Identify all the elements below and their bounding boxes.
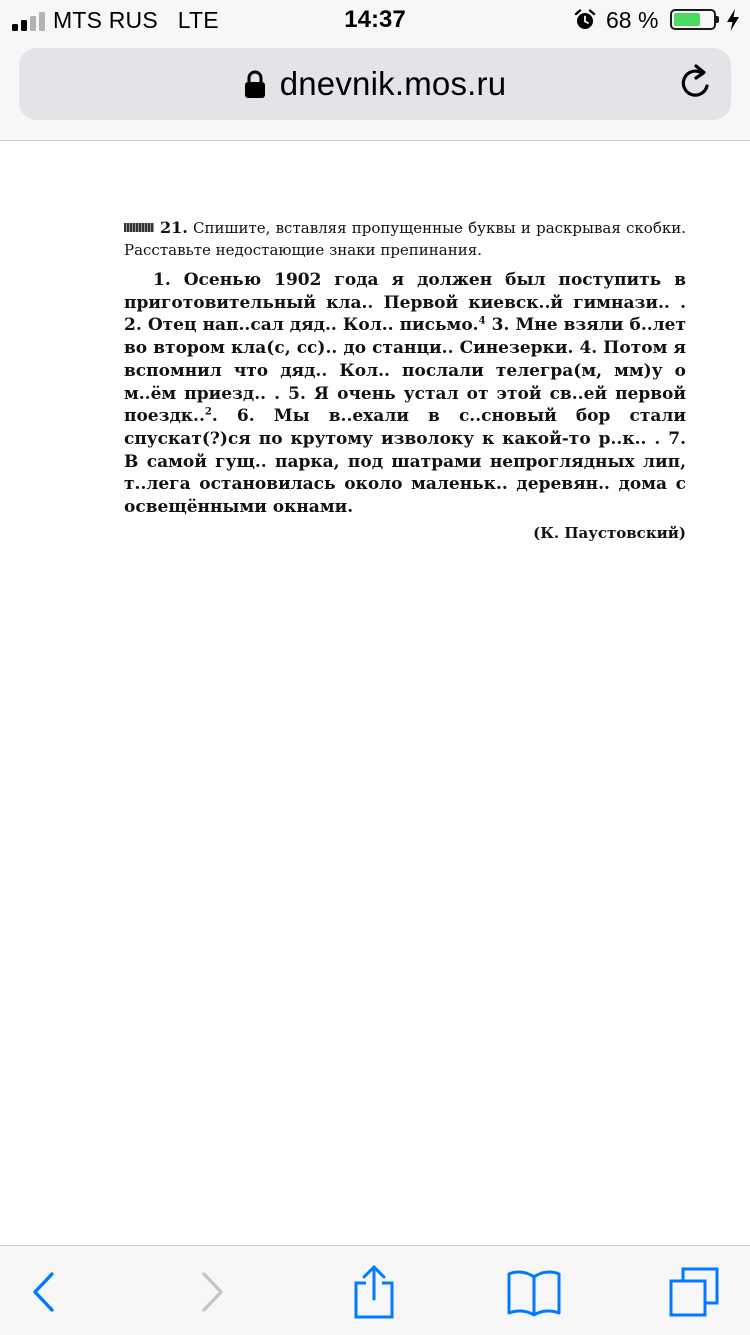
back-button[interactable] xyxy=(16,1266,72,1318)
tabs-button[interactable] xyxy=(666,1266,722,1318)
share-button[interactable] xyxy=(346,1266,402,1318)
task-instruction: Спишите, вставляя пропущенные буквы и раскрывая скобки. Расставьте недостающие знаки препинания. xyxy=(124,219,686,259)
page-content xyxy=(0,141,750,1245)
status-bar xyxy=(0,0,750,40)
bookmarks-button[interactable] xyxy=(506,1266,562,1318)
share-icon xyxy=(352,1265,396,1319)
forward-button[interactable] xyxy=(184,1266,240,1318)
textbook-page-image xyxy=(124,217,686,544)
task-number: 21. xyxy=(160,218,188,237)
chevron-left-icon xyxy=(29,1271,59,1313)
chevron-right-icon xyxy=(197,1271,227,1313)
status-time: 14:37 xyxy=(344,6,406,33)
charging-bolt-icon xyxy=(726,9,740,31)
browser-chrome-top xyxy=(0,0,750,141)
carrier-name: MTS RUS xyxy=(53,7,158,33)
alarm-icon xyxy=(574,9,596,31)
task-text-part: 1. Осенью 1902 года я должен был поступить в приготовительный кла.. Первой киевск..й гимнази.. . 2. Отец нап..сал дяд.. Кол.. письмо. xyxy=(124,270,686,336)
task-marker-icon xyxy=(124,223,154,232)
battery-percent: 68 % xyxy=(606,7,659,33)
battery-icon xyxy=(670,9,716,30)
author-credit: (К. Паустовский) xyxy=(533,523,686,542)
footnote-mark: 4 xyxy=(478,315,486,327)
book-icon xyxy=(506,1267,562,1317)
network-type: LTE xyxy=(177,7,219,33)
task-text-part: . 6. Мы в..ехали в с..сновый бор стали спускат(?)ся по крутому изволоку к какой-то р..к.. . 7. В самой гущ.. парка, под шатрами непроглядных лип, т..лега остановилась около маленьк.. деревян.. дома с освещёнными окнами. xyxy=(124,406,686,518)
footnote-mark: 2 xyxy=(204,406,212,418)
reload-icon[interactable] xyxy=(677,64,715,102)
url-text: dnevnik.mos.ru xyxy=(279,65,507,102)
task-text xyxy=(124,269,686,519)
lock-icon xyxy=(244,69,266,99)
task-header xyxy=(124,217,686,261)
address-bar[interactable] xyxy=(19,48,731,120)
tabs-icon xyxy=(668,1266,720,1318)
browser-toolbar xyxy=(0,1245,750,1335)
task-text-part: 3. Мне взяли б..лет во втором кла(с, сс).. до станци.. Синезерки. 4. Потом я вспомнил что дяд.. Кол.. послали телегра(м, мм)у о м..ём приезд.. . 5. Я очень устал от этой св..ей первой поездк.. xyxy=(124,315,686,427)
